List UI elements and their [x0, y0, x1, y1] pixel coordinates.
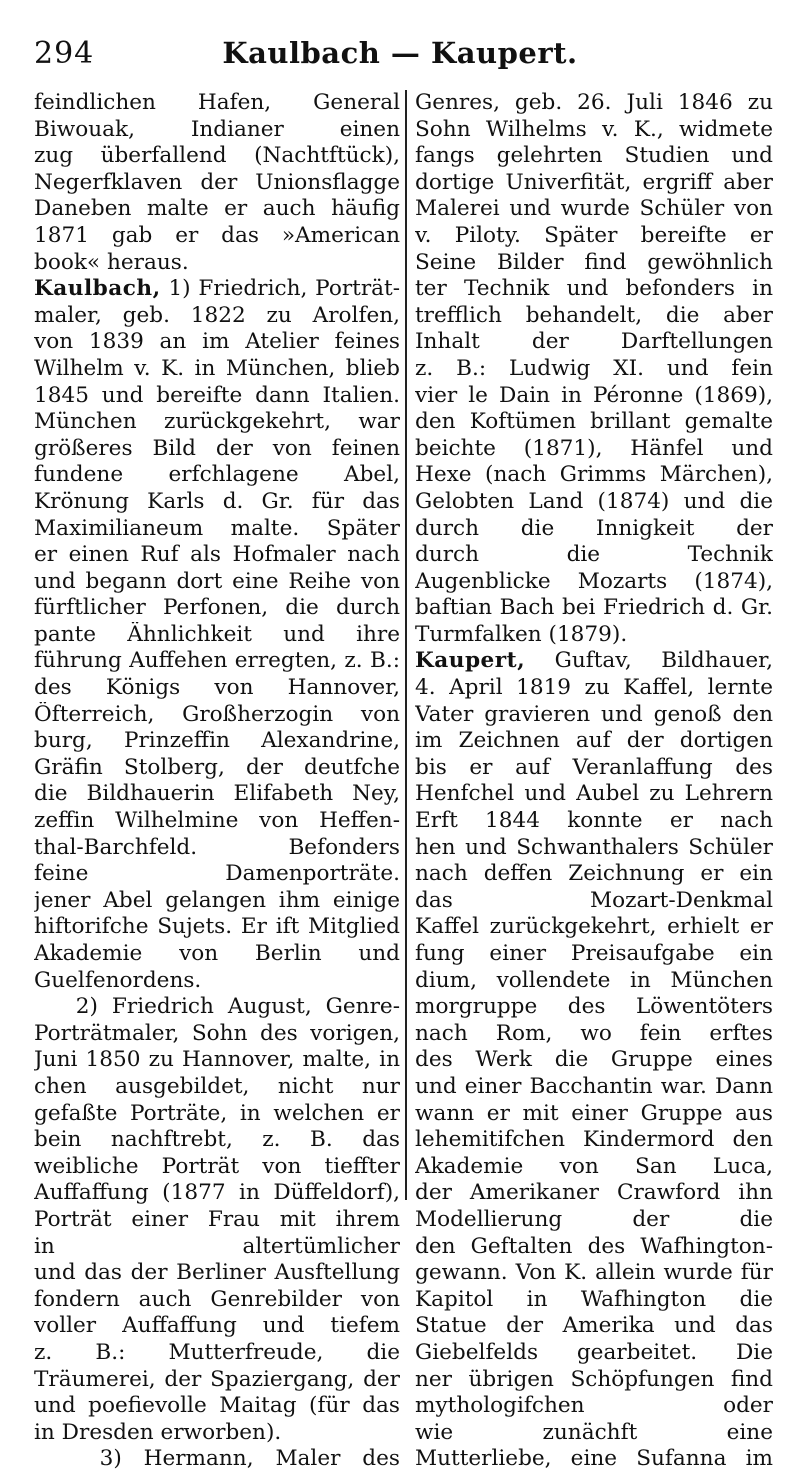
text-line [34, 383, 400, 410]
page-header [30, 30, 770, 82]
text-line [415, 143, 773, 170]
line-text: voller Auffaffung und tiefem [34, 1313, 400, 1339]
line-text: ner übrigen Schöpfungen find [415, 1366, 773, 1392]
line-text: Malerei und wurde Schüler von [415, 196, 773, 222]
text-line [415, 1207, 773, 1234]
line-text: bis er auf Veranlaffung des [415, 754, 773, 780]
line-text: fung einer Preisaufgabe ein [415, 941, 773, 966]
text-line [34, 1234, 400, 1261]
text-line [415, 462, 773, 489]
text-line [34, 595, 400, 622]
line-text: und poefievolle Maitag (für das [34, 1393, 400, 1419]
text-line [34, 1340, 400, 1367]
text-line [415, 835, 773, 862]
line-text: größeres Bild der von feinen [34, 435, 400, 461]
text-line [34, 329, 400, 356]
line-text: fondern auch Genrebilder von [34, 1286, 400, 1312]
line-text: und das der Berliner Ausftellung [34, 1260, 400, 1286]
text-line [34, 914, 400, 941]
text-line [415, 888, 773, 915]
line-text: Negerfklaven der Unionsflagge [34, 169, 400, 195]
line-text: Genres, geb. 26. Juli 1846 zu [415, 90, 773, 115]
text-line [34, 1127, 400, 1154]
column-divider [405, 90, 407, 1200]
text-line [34, 994, 400, 1021]
line-text: hen und Schwanthalers Schüler [415, 834, 773, 860]
text-line [415, 383, 773, 410]
text-line [415, 648, 773, 675]
line-text: Juni 1850 zu Hannover, malte, in [34, 1047, 400, 1073]
line-text: im Zeichnen auf der dortigen [415, 728, 773, 754]
text-line [415, 569, 773, 596]
text-line [415, 728, 773, 755]
text-line [34, 728, 400, 755]
line-text: book« heraus. [34, 249, 189, 275]
text-line [34, 1154, 400, 1181]
line-text: z. B.: Mutterfreude, die [34, 1339, 400, 1365]
line-text: beichte (1871), Hänfel und [415, 435, 773, 461]
line-text: der Amerikaner Crawford ihn [415, 1180, 773, 1206]
text-line [34, 1260, 400, 1287]
line-text: Henfchel und Aubel zu Lehrern [415, 781, 773, 807]
line-text: 1871 gab er das »American [34, 222, 400, 248]
entry-headword: Kaupert, [415, 648, 526, 674]
text-line [34, 675, 400, 702]
line-text: Sohn Wilhelms v. K., widmete [415, 116, 773, 142]
text-line [34, 1393, 400, 1420]
right-column [415, 90, 773, 1473]
line-text: ter Technik und befonders in [415, 276, 773, 302]
text-line [415, 436, 773, 463]
text-line [415, 1180, 773, 1207]
line-text: Erft 1844 konnte er nach [415, 808, 773, 834]
text-line [34, 1101, 400, 1128]
line-text: pante Ähnlichkeit und ihre [34, 621, 400, 647]
line-text: fangs gelehrten Studien und [415, 143, 773, 169]
running-title: Kaulbach — Kaupert. [222, 36, 578, 70]
line-text: 1) Friedrich, Porträt- [160, 276, 400, 302]
line-text: Wilhelm v. K. in München, blieb [34, 355, 400, 381]
text-line [415, 622, 773, 649]
line-text: Daneben malte er auch häufig [34, 196, 400, 222]
text-line [34, 861, 400, 888]
text-line [34, 196, 400, 223]
text-line [415, 1154, 773, 1181]
line-text: maler, geb. 1822 zu Arolfen, [34, 302, 400, 328]
text-line [415, 516, 773, 543]
text-line [34, 143, 400, 170]
text-line [34, 1047, 400, 1074]
text-line [415, 250, 773, 277]
line-text: den Geftalten des Wafhington- [415, 1233, 773, 1259]
text-line [415, 542, 773, 569]
text-line [415, 1047, 773, 1074]
line-text: von 1839 an im Atelier feines [34, 329, 400, 355]
text-line [34, 1207, 400, 1234]
line-text: Maximilianeum malte. Später [34, 515, 400, 541]
text-line [34, 303, 400, 330]
line-text: Gräfin Stolberg, der deutfche [34, 754, 400, 780]
line-text: Vater gravieren und genoß den [415, 701, 773, 727]
text-line [34, 1367, 400, 1394]
line-text: Hexe (nach Grimms Märchen), [415, 462, 773, 488]
text-line [34, 250, 400, 277]
text-line [34, 409, 400, 436]
line-text: und begann dort eine Reihe von [34, 568, 400, 594]
text-line [34, 489, 400, 516]
line-text: Mutterliebe, eine Sufanna im [415, 1446, 773, 1472]
line-text: Gelobten Land (1874) und die [415, 488, 773, 514]
page-number: 294 [34, 36, 95, 71]
line-text: 3) Hermann, Maler des [99, 1446, 400, 1472]
line-text: dortige Univerfität, ergriff aber [415, 169, 773, 195]
text-line [415, 409, 773, 436]
line-text: 4. April 1819 zu Kaffel, lernte [415, 675, 773, 701]
line-text: Träumerei, der Spaziergang, der [34, 1366, 400, 1392]
text-line [415, 914, 773, 941]
text-line [415, 994, 773, 1021]
line-text: wann er mit einer Gruppe aus [415, 1100, 773, 1126]
text-line [415, 1446, 773, 1473]
text-line [415, 1313, 773, 1340]
text-line [34, 1287, 400, 1314]
text-line [34, 436, 400, 463]
line-text: feindlichen Hafen, General [34, 90, 400, 115]
text-line [34, 1074, 400, 1101]
text-line [34, 648, 400, 675]
text-line [415, 675, 773, 702]
text-line [415, 1340, 773, 1367]
text-line [415, 755, 773, 782]
line-text: den Koftümen brillant gemalte [415, 409, 773, 435]
line-text: nach Rom, wo fein erftes [415, 1020, 773, 1046]
text-line [415, 781, 773, 808]
text-line [415, 1420, 773, 1447]
text-line [415, 1074, 773, 1101]
line-text: Inhalt der Darftellungen [415, 329, 773, 355]
text-line [415, 595, 773, 622]
text-line [34, 90, 400, 117]
line-text: 2) Friedrich August, Genre- [75, 994, 400, 1020]
line-text: mythologifchen oder [415, 1393, 773, 1419]
line-text: hiftorifche Sujets. Er ift Mitglied [34, 914, 400, 940]
line-text: Turmfalken (1879). [415, 621, 628, 647]
line-text: Giebelfelds gearbeitet. Die [415, 1339, 773, 1365]
text-line [415, 1101, 773, 1128]
line-text: bein nachftrebt, z. B. das [34, 1127, 400, 1153]
line-text: Guftav, Bildhauer, [554, 648, 773, 674]
line-text: nach deffen Zeichnung er ein [415, 861, 773, 887]
text-line [415, 702, 773, 729]
text-line [34, 835, 400, 862]
text-line [415, 196, 773, 223]
text-line [415, 1367, 773, 1394]
text-line [415, 90, 773, 117]
text-line [415, 1234, 773, 1261]
line-text: baftian Bach bei Friedrich d. Gr. [415, 595, 773, 621]
line-text: Akademie von Berlin und [34, 941, 400, 966]
text-line [415, 356, 773, 383]
line-text: die Bildhauerin Elifabeth Ney, [34, 781, 400, 807]
line-text: des Königs von Hannover, [34, 675, 400, 701]
text-line [34, 702, 400, 729]
text-line [34, 941, 400, 968]
text-line [415, 117, 773, 144]
text-line [34, 888, 400, 915]
text-line [415, 1021, 773, 1048]
text-line [34, 356, 400, 383]
text-line [34, 968, 400, 995]
line-text: gewann. Von K. allein wurde für [415, 1260, 773, 1286]
line-text: und einer Bacchantin war. Dann [415, 1073, 773, 1099]
line-text: Seine Bilder find gewöhnlich [415, 249, 773, 275]
line-text: in altertümlicher [34, 1233, 400, 1259]
text-line [415, 170, 773, 197]
line-text: weibliche Porträt von tieffter [34, 1153, 400, 1179]
text-line [415, 303, 773, 330]
line-text: fundene erfchlagene Abel, [34, 462, 400, 488]
text-line [415, 1287, 773, 1314]
line-text: v. Piloty. Später bereifte er [415, 222, 773, 248]
line-text: vier le Dain in Péronne (1869), [415, 382, 773, 408]
line-text: das Mozart-Denkmal [415, 887, 773, 913]
line-text: burg, Prinzeffin Alexandrine, [34, 728, 400, 754]
line-text: trefflich behandelt, die aber [415, 302, 773, 328]
line-text: z. B.: Ludwig XI. und fein [415, 355, 773, 381]
text-line [34, 1313, 400, 1340]
line-text: Öfterreich, Großherzogin von [34, 701, 400, 727]
line-text: dium, vollendete in München [415, 967, 773, 993]
line-text: gefaßte Porträte, in welchen er [34, 1100, 400, 1126]
text-line [415, 223, 773, 250]
line-text: Augenblicke Mozarts (1874), [415, 568, 773, 594]
line-text: zeffin Wilhelmine von Heffen- [34, 808, 400, 834]
entry-headword: Kaulbach, [34, 276, 161, 302]
text-line [415, 1393, 773, 1420]
text-line [34, 276, 400, 303]
line-text: lehemitifchen Kindermord den [415, 1127, 773, 1153]
text-line [415, 808, 773, 835]
line-text: Guelfenordens. [34, 967, 202, 993]
line-text: chen ausgebildet, nicht nur [34, 1073, 400, 1099]
text-line [34, 1420, 400, 1447]
text-line [34, 542, 400, 569]
line-text: München zurückgekehrt, war [34, 409, 400, 435]
line-text: feine Damenporträte. [34, 861, 400, 887]
line-text: Kaffel zurückgekehrt, erhielt er [415, 914, 773, 940]
line-text: durch die Technik [415, 542, 773, 568]
line-text: jener Abel gelangen ihm einige [34, 887, 400, 913]
line-text: in Dresden erworben). [34, 1419, 282, 1445]
text-line [415, 941, 773, 968]
text-line [415, 329, 773, 356]
line-text: Statue der Amerika und das [415, 1313, 773, 1339]
text-line [34, 755, 400, 782]
line-text: durch die Innigkeit der [415, 515, 773, 541]
line-text: thal-Barchfeld. Befonders [34, 834, 400, 860]
line-text: Kapitol in Wafhington die [415, 1286, 773, 1312]
line-text: morgruppe des Löwentöters [415, 994, 773, 1020]
line-text: Biwouak, Indianer einen [34, 116, 400, 142]
line-text: Porträtmaler, Sohn des vorigen, [34, 1020, 400, 1046]
line-text: führung Auffehen erregten, z. B.: [34, 648, 400, 674]
text-line [34, 462, 400, 489]
line-text: des Werk die Gruppe eines [415, 1047, 773, 1073]
text-line [415, 861, 773, 888]
text-line [34, 622, 400, 649]
line-text: Akademie von San Luca, [415, 1153, 773, 1179]
text-line [34, 808, 400, 835]
text-line [34, 1446, 400, 1473]
text-line [415, 1260, 773, 1287]
text-line [34, 781, 400, 808]
text-line [34, 569, 400, 596]
text-line [415, 968, 773, 995]
line-text: 1845 und bereifte dann Italien. [34, 382, 400, 408]
text-line [34, 223, 400, 250]
line-text: Modellierung der die [415, 1206, 773, 1232]
text-line [415, 1127, 773, 1154]
text-line [34, 516, 400, 543]
text-line [415, 489, 773, 516]
line-text: er einen Ruf als Hofmaler nach [34, 542, 400, 568]
text-line [34, 1021, 400, 1048]
text-line [415, 276, 773, 303]
text-line [34, 117, 400, 144]
line-text: fürftlicher Perfonen, die durch [34, 595, 400, 621]
line-text: Auffaffung (1877 in Düffeldorf), [34, 1180, 400, 1206]
line-text: Krönung Karls d. Gr. für das [34, 488, 400, 514]
text-line [34, 1180, 400, 1207]
text-line [34, 170, 400, 197]
line-text: Porträt einer Frau mit ihrem [34, 1206, 400, 1232]
line-text: wie zunächft eine [415, 1419, 773, 1445]
left-column [34, 90, 400, 1473]
line-text: zug überfallend (Nachtftück), [34, 143, 400, 169]
